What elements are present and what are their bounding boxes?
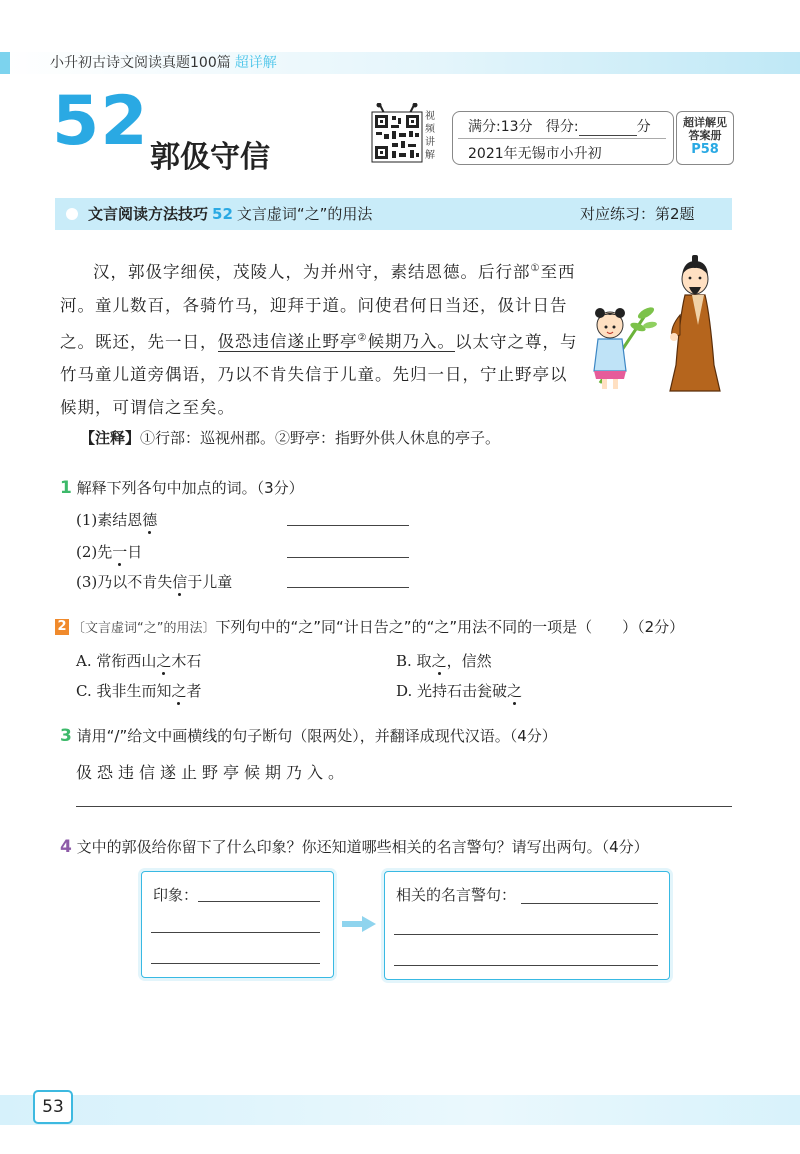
note-ref-2: ② — [357, 332, 368, 344]
answer-ref-line2: 答案册 — [688, 129, 722, 142]
q2-option-c-text: C. 我非生而知 — [76, 682, 172, 700]
annotation — [80, 427, 500, 448]
question-3-number: 3 — [60, 726, 72, 746]
impression-label: 印象： — [153, 886, 199, 904]
method-label: 文言阅读方法技巧 — [88, 205, 209, 223]
q1-item-3 — [76, 571, 232, 592]
q1-item-1-dotted-word: 德 — [142, 511, 158, 529]
earned-score-label: 得分: — [545, 119, 579, 135]
q2-option-a[interactable] — [76, 650, 201, 671]
q2-option-a-dotted: 之 — [156, 652, 172, 670]
q2-option-c-dotted: 之 — [171, 682, 187, 700]
question-3 — [60, 725, 557, 746]
note-label: 【注释】 — [80, 429, 141, 447]
arrow-right-icon — [342, 916, 376, 932]
question-1-number: 1 — [60, 478, 72, 498]
underlined-part-1: 伋恐违信遂止野亭 — [217, 332, 358, 351]
quotes-line-2[interactable] — [394, 934, 658, 935]
question-4 — [60, 836, 649, 857]
header-strip — [0, 52, 10, 74]
question-1-prompt: 解释下列各句中加点的词。（3分） — [76, 479, 304, 497]
q1-item-3-tail: 于儿童 — [187, 573, 233, 591]
q2-option-d-dotted: 之 — [507, 682, 523, 700]
question-2-prompt: 下列句中的“之”同“计日告之”的“之”用法不同的一项是（ ）（2分） — [215, 618, 685, 636]
answer-reference — [676, 111, 734, 165]
question-2 — [72, 616, 684, 637]
exam-source: 2021年无锡市小升初 — [468, 146, 602, 162]
note-text: ①行部：巡视州郡。②野亭：指野外供人休息的亭子。 — [140, 429, 501, 447]
impression-line-3[interactable] — [151, 963, 320, 964]
book-title: 小升初古诗文阅读真题100篇 — [50, 55, 231, 71]
method-practice: 对应练习：第2题 — [580, 205, 695, 223]
page-number: 53 — [33, 1090, 73, 1124]
book-header — [50, 52, 277, 74]
q2-option-d[interactable] — [396, 680, 522, 701]
q1-item-2-tail: 日 — [127, 543, 143, 561]
header-tag: 超详解 — [234, 55, 277, 71]
quotes-line-1[interactable] — [521, 903, 658, 904]
question-1 — [60, 477, 304, 498]
q1-answer-line-1[interactable] — [287, 525, 409, 526]
passage-part-3: 以太守之尊，与竹马童儿道旁偶语，乃以不肯失信于儿童。先归一日，宁止野亭以候期，可谓信之至矣。 — [60, 332, 578, 417]
q1-item-2 — [76, 541, 142, 562]
underlined-sentence — [218, 332, 455, 352]
q1-item-2-text: 先 — [97, 543, 113, 561]
earned-score-unit: 分 — [636, 119, 651, 135]
method-title — [88, 198, 372, 230]
q1-item-1 — [76, 509, 157, 530]
question-3-sentence: 伋恐违信遂止野亭候期乃入。 — [76, 763, 350, 782]
q1-item-3-index: (3) — [76, 573, 98, 591]
question-2-number: 2 — [55, 619, 69, 635]
passage-text — [60, 252, 580, 424]
q2-option-c[interactable] — [76, 680, 202, 701]
footer-band — [0, 1095, 800, 1125]
q2-option-b-tail: ，信然 — [446, 652, 492, 670]
question-3-prompt: 请用“/”给文中画横线的句子断句（限两处），并翻译成现代汉语。（4分） — [76, 727, 557, 745]
q1-item-1-index: (1) — [76, 511, 98, 529]
note-ref-1: ① — [530, 263, 541, 274]
method-number: 52 — [212, 205, 233, 223]
question-2-tag: 〔文言虚词“之”的用法〕 — [72, 621, 216, 636]
question-4-prompt: 文中的郭伋给你留下了什么印象？你还知道哪些相关的名言警句？请写出两句。（4分） — [76, 838, 649, 856]
q2-option-a-tail: 木石 — [171, 652, 202, 670]
q2-option-b[interactable] — [396, 650, 492, 671]
earned-score-blank[interactable] — [579, 121, 637, 136]
question-4-number: 4 — [60, 837, 72, 857]
score-divider — [458, 138, 666, 139]
q1-item-1-text: 素结恩 — [97, 511, 143, 529]
quotes-label: 相关的名言警句： — [396, 886, 517, 904]
q2-option-c-tail: 者 — [186, 682, 202, 700]
q2-option-d-text: D. 光持石击瓮破 — [396, 682, 508, 700]
impression-line-1[interactable] — [198, 901, 320, 902]
q3-answer-line[interactable] — [76, 806, 732, 807]
lesson-title: 郭伋守信 — [150, 140, 270, 175]
q1-item-2-index: (2) — [76, 543, 98, 561]
q1-item-3-text: 乃以不肯失 — [97, 573, 173, 591]
q2-option-a-text: A. 常衔西山 — [76, 652, 157, 670]
underlined-part-2: 候期乃入。 — [367, 332, 455, 351]
method-topic: 文言虚词“之”的用法 — [236, 205, 373, 223]
guo-ji-and-child-illustration — [580, 255, 730, 395]
q1-item-2-dotted-word: 一 — [112, 543, 128, 561]
q2-option-b-text: B. 取 — [396, 652, 432, 670]
full-score: 满分:13分 — [468, 119, 533, 135]
q1-answer-line-3[interactable] — [287, 587, 409, 588]
passage-part-2: 至西河。童儿数百，各骑竹马，迎拜于道。问使君何日当还，伋计日告之。既还，先一日， — [60, 262, 576, 351]
quotes-line-3[interactable] — [394, 965, 658, 966]
q1-item-3-dotted-word: 信 — [172, 573, 188, 591]
q2-option-b-dotted: 之 — [431, 652, 447, 670]
qr-code-icon[interactable] — [370, 103, 424, 163]
lesson-number: 52 — [52, 82, 149, 161]
answer-ref-line1: 超详解见 — [683, 116, 727, 129]
score-row — [468, 116, 651, 136]
bullet-icon — [66, 208, 78, 220]
passage-part-1: 汉，郭伋字细侯，茂陵人，为并州守，素结恩德。后行部 — [93, 262, 531, 282]
impression-line-2[interactable] — [151, 932, 320, 933]
answer-ref-page: P58 — [691, 142, 719, 157]
q1-answer-line-2[interactable] — [287, 557, 409, 558]
qr-label: 视频讲解 — [425, 111, 435, 161]
